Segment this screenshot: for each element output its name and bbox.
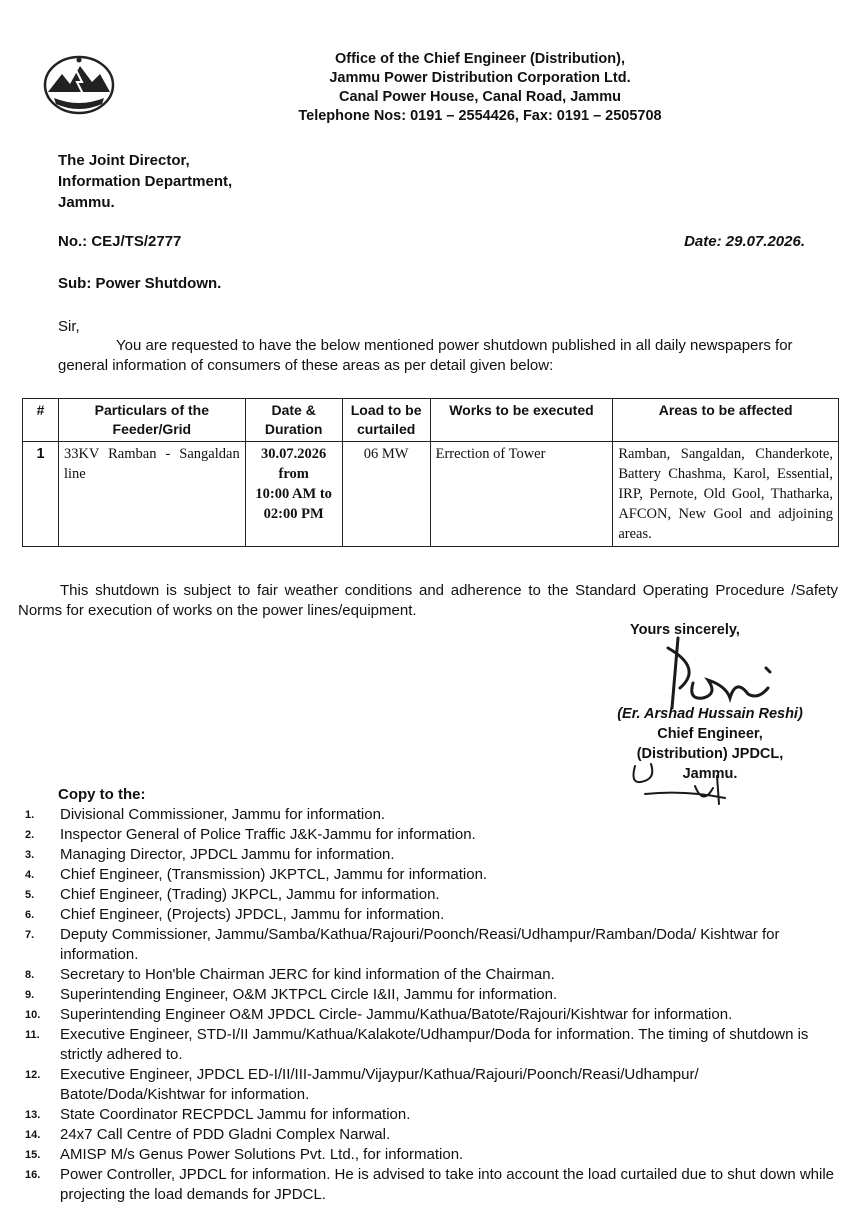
copy-to-title: Copy to the:: [58, 786, 146, 803]
item-number: 10.: [25, 1009, 41, 1021]
item-number: 4.: [25, 869, 35, 881]
column-header: Load to be curtailed: [342, 399, 430, 442]
column-header: Date & Duration: [245, 399, 342, 442]
item-number: 15.: [25, 1149, 41, 1161]
column-header: Particulars of the Feeder/Grid: [58, 399, 245, 442]
table-row: [23, 442, 839, 547]
list-item: [10, 805, 840, 825]
row-number: 1: [23, 442, 59, 547]
list-item: [10, 1145, 840, 1165]
item-text: Secretary to Hon'ble Chairman JERC for kind information of the Chairman.: [60, 966, 555, 983]
shutdown-date: 30.07.2026: [261, 446, 327, 462]
list-item: [10, 885, 840, 905]
subject-line: Sub: Power Shutdown.: [58, 275, 222, 292]
copy-to-list: [10, 805, 840, 1205]
letterhead-office: Office of the Chief Engineer (Distribution),: [335, 51, 625, 67]
intro-text: You are requested to have the below mentioned power shutdown published in all daily newspapers for general information of consumers of these areas as per detail given below:: [58, 337, 793, 374]
shutdown-table: [22, 398, 839, 547]
item-text: Divisional Commissioner, Jammu for information.: [60, 806, 386, 823]
item-text: Chief Engineer, (Trading) JKPCL, Jammu for information.: [60, 886, 440, 903]
item-text: 24x7 Call Centre of PDD Gladni Complex Narwal.: [60, 1126, 391, 1143]
list-item: [10, 1125, 840, 1145]
item-number: 14.: [25, 1129, 41, 1141]
shutdown-start: 10:00 AM to: [255, 486, 332, 502]
item-text: Managing Director, JPDCL Jammu for information.: [60, 846, 395, 863]
item-text: State Coordinator RECPDCL Jammu for information.: [60, 1106, 411, 1123]
item-text: Power Controller, JPDCL for information. He is advised to take into account the load curtailed due to shut down while projecting the load demands for JPDCL.: [60, 1166, 835, 1203]
feeder-cell: 33KV Ramban - Sangaldan line: [58, 442, 245, 547]
item-text: Executive Engineer, STD-I/II Jammu/Kathua/Kalakote/Udhampur/Doda for information. The timing of shutdown is strictly adhered to.: [60, 1026, 809, 1063]
addressee: [58, 150, 232, 213]
list-item: [10, 1105, 840, 1125]
load-cell: 06 MW: [342, 442, 430, 547]
date-duration-cell: [245, 442, 342, 547]
list-item: [10, 1005, 840, 1025]
works-cell: Errection of Tower: [430, 442, 613, 547]
column-header: Areas to be affected: [613, 399, 839, 442]
letterhead: [260, 50, 700, 126]
letterhead-address: Canal Power House, Canal Road, Jammu: [338, 89, 622, 105]
list-item: [10, 965, 840, 985]
list-item: [10, 845, 840, 865]
letter-date: Date: 29.07.2026.: [684, 233, 805, 250]
column-header: Works to be executed: [430, 399, 613, 442]
shutdown-end: 02:00 PM: [263, 506, 324, 522]
signatory-title: Chief Engineer,: [657, 726, 763, 742]
item-number: 5.: [25, 889, 35, 901]
signatory-title: (Distribution) JPDCL,: [636, 746, 784, 762]
addressee-line: Information Department,: [58, 173, 233, 190]
list-item: [10, 825, 840, 845]
list-item: [10, 865, 840, 885]
condition-text: This shutdown is subject to fair weather conditions and adherence to the Standard Operating Procedure /Safety Norms for execution of works on the power lines/equipment.: [18, 582, 838, 619]
salutation: Sir,: [58, 318, 80, 335]
areas-cell: Ramban, Sangaldan, Chanderkote, Battery Chashma, Karol, Essential, IRP, Pernote, Old Gool, Thatharka, AFCON, New Gool and adjoining areas.: [613, 442, 839, 547]
item-number: 12.: [25, 1069, 41, 1081]
item-number: 3.: [25, 849, 35, 861]
corporation-logo-icon: [40, 52, 118, 118]
reference-number: No.: CEJ/TS/2777: [58, 233, 182, 250]
item-number: 11.: [25, 1029, 40, 1041]
item-text: Chief Engineer, (Projects) JPDCL, Jammu for information.: [60, 906, 445, 923]
closing: Yours sincerely,: [630, 622, 740, 638]
initials-icon: [625, 758, 745, 808]
list-item: [10, 925, 840, 965]
signatory-title: Jammu.: [682, 766, 738, 782]
addressee-line: Jammu.: [58, 194, 115, 211]
item-number: 1.: [25, 809, 35, 821]
condition-paragraph: [18, 581, 838, 621]
item-text: Superintending Engineer, O&M JKTPCL Circle I&II, Jammu for information.: [60, 986, 558, 1003]
item-text: Executive Engineer, JPDCL ED-I/II/III-Jammu/Vijaypur/Kathua/Rajouri/Poonch/Reasi/Udhampur/ Batote/Doda/Kishtwar for information.: [60, 1066, 699, 1103]
letterhead-telephone: Telephone Nos: 0191 – 2554426, Fax: 0191 – 2505708: [298, 108, 662, 124]
intro-paragraph: [58, 336, 842, 376]
list-item: [10, 1165, 840, 1205]
item-number: 7.: [25, 929, 35, 941]
item-number: 8.: [25, 969, 35, 981]
item-text: Chief Engineer, (Transmission) JKPTCL, Jammu for information.: [60, 866, 488, 883]
addressee-line: The Joint Director,: [58, 152, 190, 169]
list-item: [10, 985, 840, 1005]
item-number: 6.: [25, 909, 35, 921]
item-number: 9.: [25, 989, 35, 1001]
list-item: [10, 1025, 840, 1065]
item-text: Superintending Engineer O&M JPDCL Circle- Jammu/Kathua/Batote/Rajouri/Kishtwar for information.: [60, 1006, 733, 1023]
item-text: AMISP M/s Genus Power Solutions Pvt. Ltd., for information.: [60, 1146, 464, 1163]
item-text: Deputy Commissioner, Jammu/Samba/Kathua/Rajouri/Poonch/Reasi/Udhampur/Ramban/Doda/ Kishtwar for information.: [60, 926, 780, 963]
item-text: Inspector General of Police Traffic J&K-Jammu for information.: [60, 826, 476, 843]
shutdown-from: from: [278, 466, 309, 482]
signatory-name: (Er. Arshad Hussain Reshi): [617, 706, 803, 722]
column-header: #: [23, 399, 59, 442]
list-item: [10, 905, 840, 925]
list-item: [10, 1065, 840, 1105]
letterhead-company: Jammu Power Distribution Corporation Ltd.: [329, 70, 631, 86]
item-number: 16.: [25, 1169, 41, 1181]
item-number: 13.: [25, 1109, 41, 1121]
item-number: 2.: [25, 829, 35, 841]
table-header-row: [23, 399, 839, 442]
